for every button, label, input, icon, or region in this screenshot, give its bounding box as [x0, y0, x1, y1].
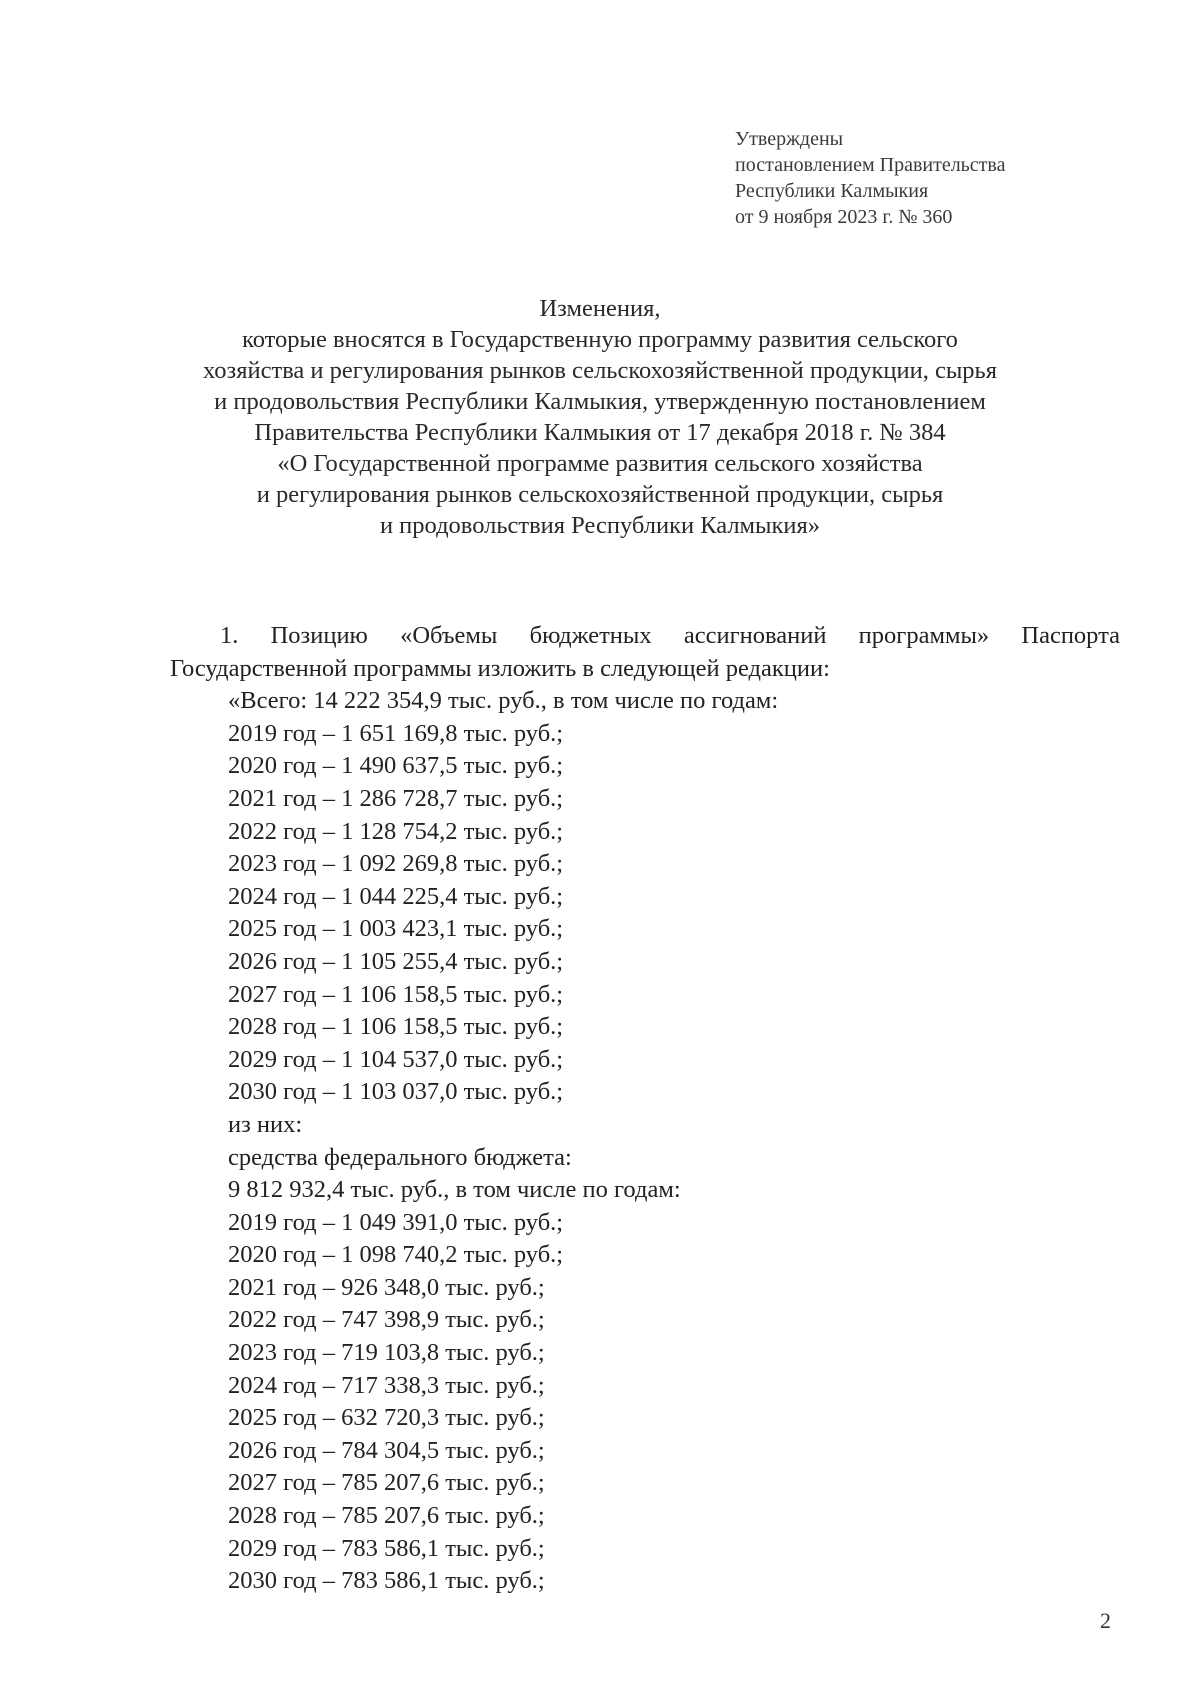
approval-line: Республики Калмыкия: [735, 180, 929, 202]
total-year-line: 2022 год – 1 128 754,2 тыс. руб.;: [228, 817, 564, 845]
total-year-line: 2028 год – 1 106 158,5 тыс. руб.;: [228, 1013, 564, 1041]
approval-stamp: [735, 126, 1005, 230]
of-them-line: из них:: [228, 1110, 303, 1138]
total-year-line: 2029 год – 1 104 537,0 тыс. руб.;: [228, 1045, 564, 1073]
page-number: 2: [1100, 1608, 1111, 1633]
federal-year-line: 2028 год – 785 207,6 тыс. руб.;: [228, 1502, 545, 1530]
federal-year-line: 2020 год – 1 098 740,2 тыс. руб.;: [228, 1241, 564, 1269]
federal-year-line: 2022 год – 747 398,9 тыс. руб.;: [228, 1306, 545, 1334]
total-year-line: 2024 год – 1 044 225,4 тыс. руб.;: [228, 882, 564, 910]
total-line: «Всего: 14 222 354,9 тыс. руб., в том числе по годам:: [228, 687, 779, 715]
title-line: «О Государственной программе развития сельского хозяйства: [277, 450, 923, 477]
total-year-line: 2021 год – 1 286 728,7 тыс. руб.;: [228, 784, 564, 812]
title-line: и продовольствия Республики Калмыкия, утвержденную постановлением: [214, 388, 986, 415]
federal-year-line: 2025 год – 632 720,3 тыс. руб.;: [228, 1404, 545, 1432]
federal-year-line: 2026 год – 784 304,5 тыс. руб.;: [228, 1436, 545, 1464]
federal-year-line: 2024 год – 717 338,3 тыс. руб.;: [228, 1371, 545, 1399]
federal-year-line: 2019 год – 1 049 391,0 тыс. руб.;: [228, 1208, 564, 1236]
title-line: и регулирования рынков сельскохозяйственной продукции, сырья: [256, 481, 944, 508]
federal-label: средства федерального бюджета:: [228, 1143, 572, 1171]
federal-year-line: 2030 год – 783 586,1 тыс. руб.;: [228, 1567, 545, 1595]
total-year-line: 2027 год – 1 106 158,5 тыс. руб.;: [228, 980, 564, 1008]
title-line: которые вносятся в Государственную программу развития сельского: [242, 326, 958, 353]
federal-year-line: 2029 год – 783 586,1 тыс. руб.;: [228, 1534, 545, 1562]
total-year-line: 2025 год – 1 003 423,1 тыс. руб.;: [228, 915, 564, 943]
total-year-line: 2023 год – 1 092 269,8 тыс. руб.;: [228, 850, 564, 878]
approval-line: от 9 ноября 2023 г. № 360: [735, 206, 953, 228]
title-line: и продовольствия Республики Калмыкия»: [379, 512, 821, 539]
federal-year-line: 2027 год – 785 207,6 тыс. руб.;: [228, 1469, 545, 1497]
paragraph-1: 1. Позицию «Объемы бюджетных ассигнований программы» Паспорта Государственной программы изложить в следующей редакции:: [170, 622, 1120, 682]
total-year-line: 2030 год – 1 103 037,0 тыс. руб.;: [228, 1078, 564, 1106]
total-year-line: 2019 год – 1 651 169,8 тыс. руб.;: [228, 719, 564, 747]
document-body: [170, 620, 1120, 1598]
title-line: Изменения,: [539, 295, 661, 322]
title-line: хозяйства и регулирования рынков сельскохозяйственной продукции, сырья: [202, 357, 997, 384]
federal-total-line: 9 812 932,4 тыс. руб., в том числе по годам:: [228, 1176, 681, 1204]
title-line: Правительства Республики Калмыкия от 17 декабря 2018 г. № 384: [254, 419, 946, 446]
total-year-line: 2020 год – 1 490 637,5 тыс. руб.;: [228, 752, 564, 780]
federal-year-line: 2021 год – 926 348,0 тыс. руб.;: [228, 1273, 545, 1301]
approval-line: постановлением Правительства: [735, 154, 1006, 176]
document-title: [150, 293, 1050, 541]
budget-list: [170, 685, 1120, 1598]
approval-line: Утверждены: [735, 128, 844, 150]
total-year-line: 2026 год – 1 105 255,4 тыс. руб.;: [228, 947, 564, 975]
federal-year-line: 2023 год – 719 103,8 тыс. руб.;: [228, 1339, 545, 1367]
